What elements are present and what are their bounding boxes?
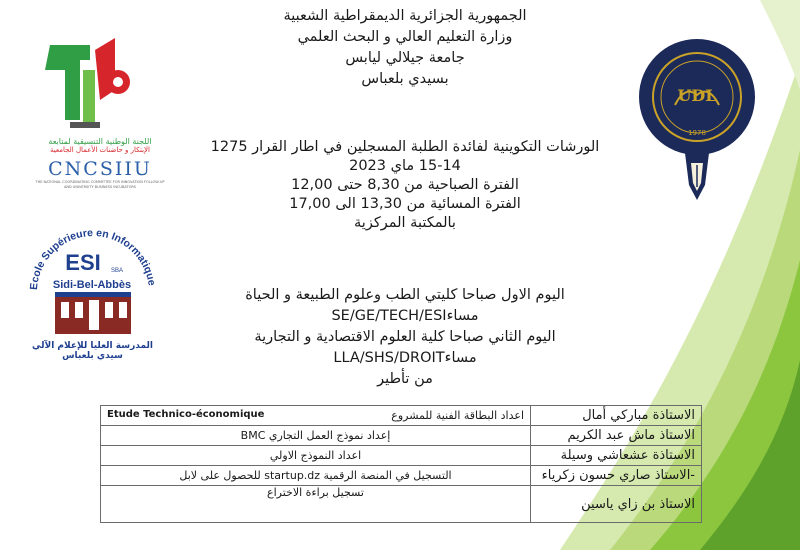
udl-letters: UDL (677, 86, 717, 105)
supervisor-task: تسجيل براءة الاختراع (101, 486, 531, 523)
event-morning-session: الفترة الصباحية من 8,30 حتى 12,00 (291, 177, 519, 193)
table-row (101, 446, 702, 466)
cncsiiu-name: CNCSIIU (48, 158, 152, 180)
day2-evening: مساءLLA/SHS/DROIT (333, 350, 477, 366)
cncsiiu-emblem-icon (20, 30, 180, 135)
day1-morning: اليوم الاول صباحا كليتي الطب وعلوم الطبيعة و الحياة (245, 287, 565, 303)
esi-logo (25, 222, 160, 382)
supervisors-table (100, 405, 702, 523)
event-info (210, 138, 600, 233)
cncsiiu-logo (20, 30, 180, 215)
supervisor-name: الاستاذ ماش عبد الكريم (531, 426, 702, 446)
institution-header (255, 6, 555, 90)
udl-year: 1978 (688, 129, 706, 137)
supervisor-task: إعداد نموذج العمل التجاري BMC (101, 426, 531, 446)
header-university: جامعة جيلالي ليابس (345, 50, 465, 66)
schedule-days (220, 285, 590, 390)
day1-evening: مساءSE/GE/TECH/ESI (331, 308, 479, 324)
supervisor-task: التسجيل في المنصة الرقمية startup.dz للحصول على لابل (101, 466, 531, 486)
udl-seal-icon (635, 35, 760, 210)
supervisor-task (101, 406, 531, 426)
cncsiiu-english: THE NATIONAL COORDINATING COMMITTEE FOR INNOVATION FOLLOW-UP AND UNIVERSITY BUSINESS INCUBATORS (35, 180, 165, 189)
supervisor-name: الاستاذة عشعاشي وسيلة (531, 446, 702, 466)
event-dates: 15-14 ماي 2023 (349, 158, 461, 174)
supervisor-name: -الاستاذ صاري حسون زكرياء (531, 466, 702, 486)
header-ministry: وزارة التعليم العالي و البحث العلمي (297, 29, 513, 45)
event-evening-session: الفترة المسائية من 13,30 الى 17,00 (289, 196, 521, 212)
day2-morning: اليوم الثاني صباحا كلية العلوم الاقتصادية و التجارية (254, 329, 556, 345)
esi-arabic-line2: سيدي بلعباس (62, 351, 123, 361)
esi-arabic-line1: المدرسة العليا للإعلام الآلي (32, 341, 153, 351)
esi-emblem-icon (25, 222, 160, 337)
esi-letters: ESI (65, 250, 101, 275)
supervisor-task: اعداد النموذج الاولي (101, 446, 531, 466)
event-title: الورشات التكوينية لفائدة الطلبة المسجلين في اطار القرار 1275 (210, 139, 600, 155)
supervisor-task-extra: Etude Technico-économique (107, 409, 265, 420)
table-row (101, 466, 702, 486)
header-city: بسيدي بلعباس (361, 71, 449, 87)
esi-city: Sidi-Bel-Abbès (52, 279, 132, 291)
table-row (101, 426, 702, 446)
cncsiiu-arabic-line1: اللجنة الوطنية التنسيقية لمتابعة (48, 137, 152, 146)
event-venue: بالمكتبة المركزية (354, 215, 456, 231)
table-row (101, 406, 702, 426)
header-republic: الجمهورية الجزائرية الديمقراطية الشعبية (283, 8, 527, 24)
supervisor-name: الاستاذة مباركي أمال (531, 406, 702, 426)
esi-sba: SBA (111, 268, 124, 274)
esi-arc-text: Ecole Supérieure en Informatique (27, 226, 158, 291)
university-seal (635, 35, 760, 210)
supervisor-task-text: اعداد البطاقة الفنية للمشروع (391, 409, 524, 422)
table-row (101, 486, 702, 523)
supervisor-name: الاستاذ بن زاي ياسين (531, 486, 702, 523)
cncsiiu-arabic-line2: الإبتكار و حاضنات الأعمال الجامعية (50, 146, 150, 154)
supervision-label: من تأطير (377, 371, 433, 387)
